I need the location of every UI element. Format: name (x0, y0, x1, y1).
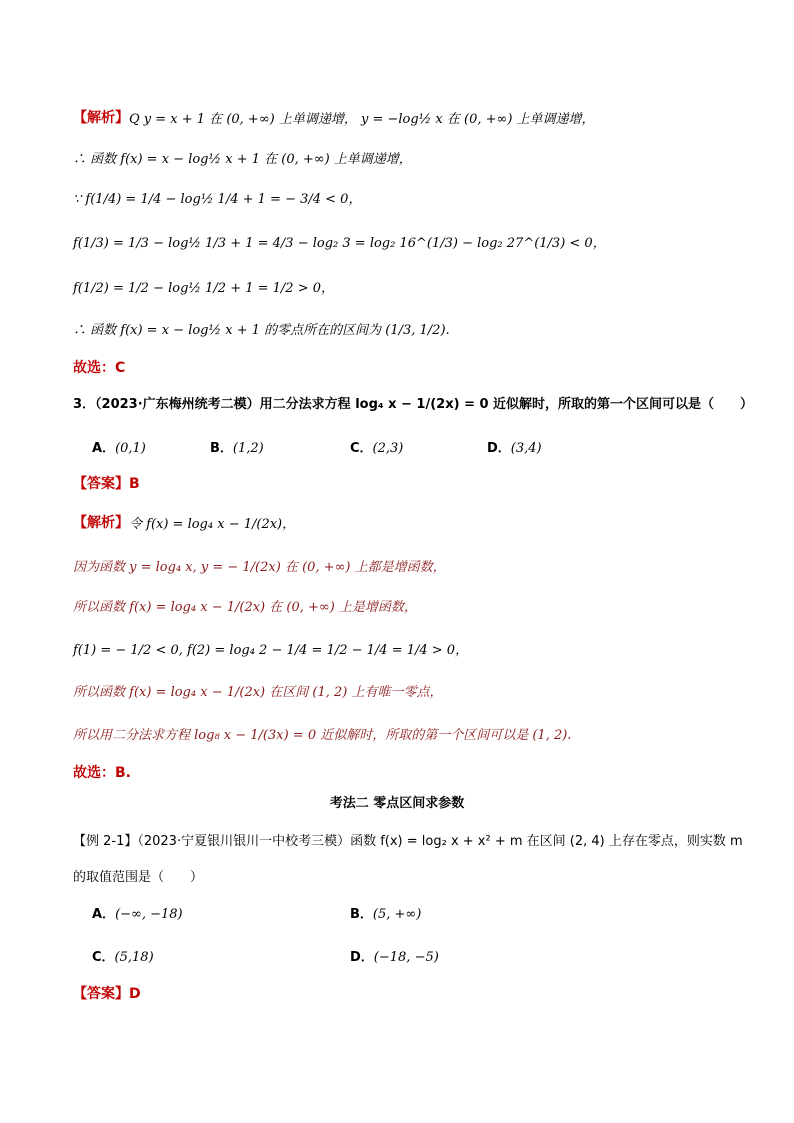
option-value: (−∞, −18) (115, 907, 183, 922)
option-label: D． (487, 441, 511, 456)
analysis-tag: 【解析】 (73, 110, 129, 126)
q3-analysis-4 (73, 639, 468, 658)
option-value: (5, +∞) (372, 907, 422, 922)
ex-answer-line (73, 983, 141, 1003)
analysis-text: 所以函数 f(x) = log₄ x − 1/(2x) 在 (0, +∞) 上是增函数， (73, 600, 417, 615)
answer-text: 【答案】D (73, 986, 141, 1002)
question-3-stem (73, 393, 753, 412)
q3-analysis-1 (73, 512, 295, 532)
example-2-1-stem (73, 830, 743, 849)
ex-option-a (92, 903, 183, 922)
analysis-text: 所以函数 f(x) = log₄ x − 1/(2x) 在区间 (1, 2) 上有唯一零点， (73, 685, 443, 700)
section-title: 考法二 零点区间求参数 (329, 796, 465, 811)
option-a (92, 437, 146, 456)
analysis-line-5 (73, 277, 334, 296)
option-d (487, 437, 542, 456)
option-label: B． (210, 441, 233, 456)
analysis-text: 所以用二分法求方程 log₈ x − 1/(3x) = 0 近似解时，所取的第一个区间可以是 (1, 2). (73, 728, 572, 743)
option-label: C． (350, 441, 373, 456)
option-label: A． (92, 907, 116, 922)
option-c (350, 437, 403, 456)
option-label: C． (92, 950, 115, 965)
answer-text: 【答案】B (73, 476, 140, 492)
analysis-line-6 (73, 319, 450, 338)
question-text: 3．（2023·广东梅州统考二模）用二分法求方程 log₄ x − 1/(2x) = 0 近似解时，所取的第一个区间可以是（ ） (73, 397, 754, 412)
example-2-1-stem-2 (73, 866, 203, 885)
analysis-line-2 (73, 148, 412, 167)
analysis-text: f(1/2) = 1/2 − log½ 1/2 + 1 = 1/2 > 0， (73, 281, 335, 296)
choice-line (73, 357, 125, 377)
analysis-text: f(1) = − 1/2 < 0, f(2) = log₄ 2 − 1/4 = 1/2 − 1/4 = 1/4 > 0， (73, 643, 469, 658)
analysis-text: ∵ f(1/4) = 1/4 − log½ 1/4 + 1 = − 3/4 < 0， (73, 192, 362, 207)
option-label: D． (350, 950, 374, 965)
choice-text: 故选：C (73, 360, 126, 376)
ex-option-b (350, 903, 421, 922)
option-b (210, 437, 264, 456)
analysis-text: 令 f(x) = log₄ x − 1/(2x)， (129, 516, 296, 532)
analysis-text: Q y = x + 1 在 (0, +∞) 上单调递增， y = −log½ x 在 (0, +∞) 上单调递增， (129, 111, 595, 127)
option-value: (0,1) (115, 441, 146, 456)
q3-choice-line (73, 762, 131, 782)
q3-analysis-2 (73, 556, 446, 575)
analysis-line-3 (73, 188, 361, 207)
option-value: (−18, −5) (373, 950, 439, 965)
answer-line (73, 473, 140, 493)
q3-analysis-6 (73, 724, 571, 743)
option-value: (2,3) (372, 441, 404, 456)
example-text: 【例 2-1】（2023·宁夏银川银川一中校考三模）函数 f(x) = log₂ x + x² + m 在区间 (2, 4) 上存在零点，则实数 m (73, 834, 743, 849)
ex-option-c (92, 946, 154, 965)
option-value: (1,2) (232, 441, 264, 456)
example-text: 的取值范围是（ ） (73, 870, 204, 885)
analysis-text: f(1/3) = 1/3 − log½ 1/3 + 1 = 4/3 − log₂ 3 = log₂ 16^(1/3) − log₂ 27^(1/3) < 0， (73, 236, 606, 251)
option-label: B． (350, 907, 373, 922)
option-value: (3,4) (510, 441, 542, 456)
option-label: A． (92, 441, 116, 456)
ex-option-d (350, 946, 439, 965)
analysis-tag: 【解析】 (73, 515, 129, 531)
analysis-text: ∴ 函数 f(x) = x − log½ x + 1 的零点所在的区间为 (1/3, 1/2). (73, 323, 450, 338)
choice-text: 故选：B. (73, 765, 131, 781)
analysis-line-1 (73, 107, 595, 127)
analysis-line-4 (73, 232, 606, 251)
q3-analysis-3 (73, 596, 417, 615)
q3-analysis-5 (73, 681, 442, 700)
analysis-text: 因为函数 y = log₄ x, y = − 1/(2x) 在 (0, +∞) 上都是增函数， (73, 560, 446, 575)
analysis-text: ∴ 函数 f(x) = x − log½ x + 1 在 (0, +∞) 上单调递增， (73, 152, 412, 167)
option-value: (5,18) (114, 950, 154, 965)
